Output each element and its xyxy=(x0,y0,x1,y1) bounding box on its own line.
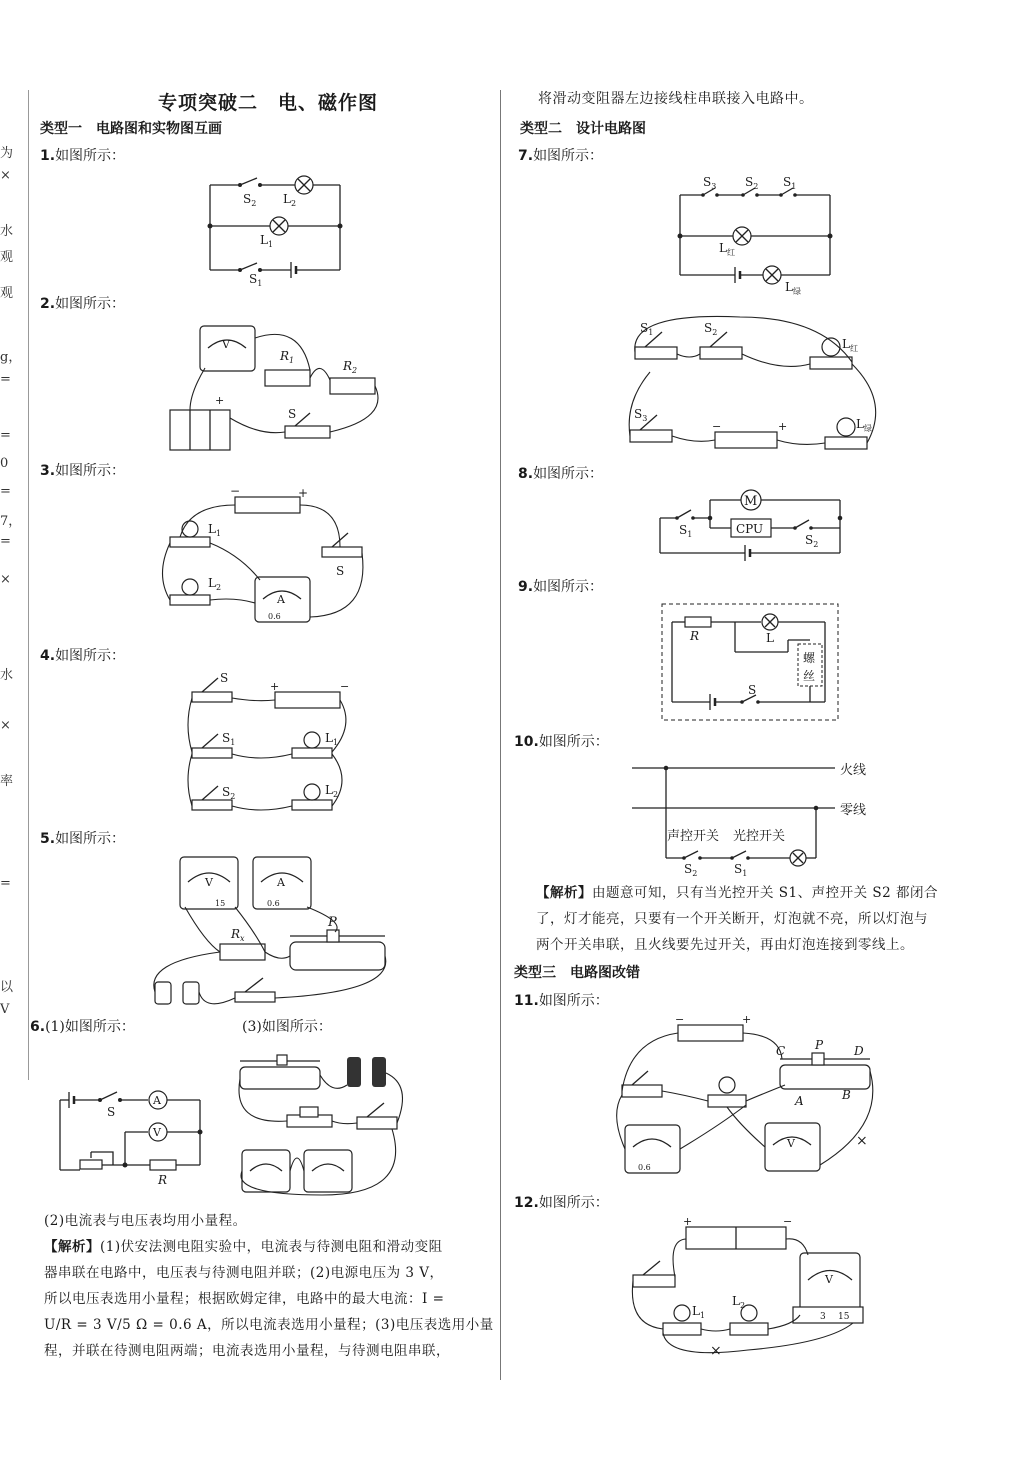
label-neutral: 零线 xyxy=(840,803,867,818)
battery-cells xyxy=(155,982,199,1004)
voltmeter xyxy=(200,326,255,371)
question-1 xyxy=(40,145,125,165)
question-number: 1. xyxy=(40,148,56,164)
svg-text:L绿: $L_绿$ xyxy=(856,417,872,433)
lamp-l1-holder xyxy=(170,521,221,547)
label-s: S xyxy=(107,1105,116,1119)
svg-text:+: + xyxy=(298,486,309,500)
analysis-tag: 【解析】 xyxy=(536,885,592,901)
svg-text:L1: $L_1$ xyxy=(325,731,339,747)
lamp-green xyxy=(763,266,781,284)
svg-text:D: D xyxy=(854,1044,864,1058)
switch-s1 xyxy=(635,321,677,359)
lamp-holder xyxy=(708,1077,746,1107)
continuation-text: 将滑动变阻器左边接线柱串联接入电路中。 xyxy=(538,91,814,107)
svg-text:V: V xyxy=(205,876,213,889)
switch xyxy=(633,1261,675,1287)
svg-text:R1: $R_1$ xyxy=(280,349,295,365)
resistor-r2 xyxy=(330,359,375,394)
lamp-red-holder xyxy=(810,337,858,369)
lamp-l2 xyxy=(295,176,313,194)
q10-analysis: 【解析】由题意可知，只有当光控开关 S1、声控开关 S2 都闭合 了，灯才能亮，只要有一个开关断开，灯泡就不亮，所以灯泡与 两个开关串联，且火线要先过开关，再由灯泡连接到零线上。 xyxy=(536,885,939,953)
svg-text:+: + xyxy=(742,1013,752,1026)
lamp-l1-holder xyxy=(663,1304,705,1335)
svg-text:M: M xyxy=(744,494,758,509)
page-title: 专项突破二 电、磁作图 xyxy=(158,92,379,114)
label-s2: $S_2$ xyxy=(745,175,759,191)
question-text: 如图所示： xyxy=(55,831,126,847)
q2-wiring-sketch xyxy=(160,318,390,458)
svg-text:S: S xyxy=(336,564,345,578)
svg-text:15: 15 xyxy=(215,899,226,908)
svg-text:S3: $S_3$ xyxy=(634,407,648,423)
svg-text:V: V xyxy=(787,1137,795,1150)
question-number: 11. xyxy=(514,993,539,1009)
lamp-l2-holder xyxy=(170,576,221,605)
switch xyxy=(357,1103,397,1129)
label-r: R xyxy=(158,1173,168,1187)
svg-text:15: 15 xyxy=(838,1312,850,1322)
resistor-rx xyxy=(220,927,265,960)
svg-text:L红: $L_红$ xyxy=(842,337,858,353)
label-s1: $S_1$ xyxy=(249,272,263,288)
label-s1: $S_1$ xyxy=(679,523,693,539)
lamp xyxy=(790,850,806,866)
question-6-part3: (3)如图所示： xyxy=(242,1019,332,1035)
section-heading-type3: 类型三 电路图改错 xyxy=(514,965,640,981)
analysis-tag: 【解析】 xyxy=(44,1239,100,1255)
label-l2: $L_2$ xyxy=(283,192,297,208)
question-number: 12. xyxy=(514,1195,539,1211)
resistor-holder xyxy=(287,1107,332,1127)
svg-text:R: R xyxy=(690,629,700,643)
question-text: 如图所示： xyxy=(55,296,126,312)
battery-pack xyxy=(170,394,230,450)
label-light-switch: 光控开关 xyxy=(733,829,786,844)
svg-text:S: S xyxy=(748,683,757,697)
question-number: 6. xyxy=(30,1019,46,1035)
svg-text:0.6: 0.6 xyxy=(638,1163,651,1172)
svg-text:L2: $L_2$ xyxy=(732,1294,746,1310)
resistor-r1 xyxy=(265,349,310,386)
ammeter-symbol xyxy=(149,1091,167,1109)
question-9 xyxy=(518,576,603,596)
ammeter xyxy=(255,577,310,622)
battery-holder xyxy=(230,484,308,513)
question-text: 如图所示： xyxy=(533,148,604,164)
svg-text:S1: $S_1$ xyxy=(222,731,236,747)
battery-holder xyxy=(270,680,349,708)
q6-circuit-diagram xyxy=(55,1080,215,1185)
svg-text:0.6: 0.6 xyxy=(267,899,280,908)
q6-analysis: 【解析】(1)伏安法测电阻实验中，电流表与待测电阻和滑动变阻 器串联在电路中，电压表与待测电阻并联；(2)电源电压为 3 V， 所以电压表选用小量程；根据欧姆定律，电路中的最大电流：I = U/R = 3 V/5 Ω = 0.6 A，所以电流表选用小量程；(3)电压表选用小量 程，并联在待测电阻两端；电流表选用小量程，与待测电阻串联， xyxy=(44,1239,494,1359)
battery-holder xyxy=(675,1013,751,1041)
question-6 xyxy=(30,1016,135,1036)
svg-text:−: − xyxy=(712,420,722,433)
svg-text:S1: $S_1$ xyxy=(640,321,654,337)
label-sound-switch: 声控开关 xyxy=(667,829,720,844)
q9-circuit-diagram xyxy=(660,602,842,724)
switch xyxy=(622,1071,662,1097)
switch-s xyxy=(322,533,362,578)
question-text: 如图所示： xyxy=(55,148,126,164)
q11-wiring-sketch xyxy=(610,1015,890,1185)
label-s2: $S_2$ xyxy=(805,533,819,549)
q1-circuit-diagram xyxy=(205,170,355,288)
lamp-l xyxy=(762,614,778,630)
svg-text:B: B xyxy=(842,1088,851,1102)
svg-text:−: − xyxy=(675,1013,685,1026)
voltmeter xyxy=(793,1253,863,1323)
label-l-green: $L_绿$ xyxy=(785,280,801,296)
svg-text:S2: $S_2$ xyxy=(704,321,718,337)
label-l-red: $L_红$ xyxy=(719,241,735,257)
rheostat xyxy=(240,1055,320,1089)
q8-circuit-diagram xyxy=(655,488,850,563)
question-text: (1)如图所示： xyxy=(45,1019,135,1035)
question-text: 如图所示： xyxy=(533,466,604,482)
switch-s xyxy=(235,978,275,1002)
switch-s3 xyxy=(630,407,672,442)
svg-text:R2: $R_2$ xyxy=(343,359,358,375)
svg-text:S: S xyxy=(220,671,229,685)
motor-symbol xyxy=(741,490,761,510)
resistor-r xyxy=(685,617,711,627)
svg-text:L2: $L_2$ xyxy=(208,576,222,592)
q7-circuit-diagram xyxy=(675,170,850,295)
lamp-l2-holder xyxy=(730,1294,768,1335)
q6-wiring-sketch xyxy=(232,1045,422,1200)
voltmeter-symbol xyxy=(149,1123,167,1141)
q10-circuit-diagram xyxy=(630,758,875,878)
svg-text:+: + xyxy=(270,680,280,693)
svg-text:L: L xyxy=(766,631,774,645)
question-5 xyxy=(40,828,125,848)
svg-text:S2: $S_2$ xyxy=(684,862,698,878)
q5-wiring-sketch xyxy=(145,852,395,1012)
question-number: 5. xyxy=(40,831,56,847)
label-s1: $S_1$ xyxy=(783,175,797,191)
svg-text:+: + xyxy=(215,394,225,407)
question-number: 2. xyxy=(40,296,56,312)
question-text: 如图所示： xyxy=(533,579,604,595)
label-l1: $L_1$ xyxy=(260,233,274,249)
ammeter xyxy=(253,857,311,909)
lamp-green-holder xyxy=(825,417,872,449)
fuse-box xyxy=(798,644,822,686)
svg-text:−: − xyxy=(230,484,241,498)
rheostat xyxy=(290,915,385,970)
question-number: 8. xyxy=(518,466,534,482)
margin-rule xyxy=(28,90,29,1080)
svg-text:−: − xyxy=(783,1215,793,1228)
question-3 xyxy=(40,460,125,480)
error-cross-mark: × xyxy=(856,1133,868,1149)
switch-s2 xyxy=(192,785,235,810)
svg-text:A: A xyxy=(795,1094,804,1108)
lamp-red xyxy=(733,227,751,245)
switch-s xyxy=(192,671,232,702)
ammeter xyxy=(625,1125,680,1173)
question-number: 3. xyxy=(40,463,56,479)
section-heading-type1: 类型一 电路图和实物图互画 xyxy=(40,121,222,137)
svg-text:P: P xyxy=(328,915,337,930)
question-11 xyxy=(514,990,609,1010)
q6-part2: (2)电流表与电压表均用小量程。 xyxy=(44,1213,247,1229)
svg-text:A: A xyxy=(153,1094,161,1107)
svg-text:Rx: $R_x$ xyxy=(231,927,245,943)
ammeter xyxy=(304,1150,352,1192)
svg-text:L2: $L_2$ xyxy=(325,783,339,799)
question-text: 如图所示： xyxy=(538,734,609,750)
svg-text:0.6: 0.6 xyxy=(268,612,281,621)
lamp-l1-holder xyxy=(292,731,338,758)
question-number: 7. xyxy=(518,148,534,164)
label-live: 火线 xyxy=(840,763,867,778)
q4-wiring-sketch xyxy=(180,670,360,820)
voltmeter xyxy=(180,857,238,909)
question-2 xyxy=(40,293,125,313)
q7-wiring-sketch xyxy=(620,302,890,462)
rheostat-symbol xyxy=(80,1160,102,1169)
svg-text:螺: 螺 xyxy=(803,651,816,665)
question-number: 9. xyxy=(518,579,534,595)
switch-s2 xyxy=(700,321,742,359)
resistor-r xyxy=(150,1160,176,1170)
svg-text:S2: $S_2$ xyxy=(222,785,236,801)
question-7 xyxy=(518,145,603,165)
svg-text:L1: $L_1$ xyxy=(692,1304,706,1320)
battery-holder xyxy=(712,420,787,448)
svg-text:P: P xyxy=(815,1038,824,1052)
svg-text:V: V xyxy=(825,1273,833,1286)
svg-text:+: + xyxy=(778,420,788,433)
svg-text:V: V xyxy=(153,1126,161,1139)
lamp-l1 xyxy=(270,217,288,235)
switch-s2-blade xyxy=(240,178,257,185)
switch-s xyxy=(285,407,330,438)
svg-text:+: + xyxy=(683,1215,693,1228)
voltmeter xyxy=(765,1123,820,1171)
question-text: 如图所示： xyxy=(538,1195,609,1211)
svg-text:A: A xyxy=(277,876,285,889)
question-text: 如图所示： xyxy=(55,648,126,664)
question-10 xyxy=(514,731,609,751)
rheostat xyxy=(776,1038,870,1108)
question-12 xyxy=(514,1192,609,1212)
q12-wiring-sketch xyxy=(628,1215,873,1360)
svg-text:A: A xyxy=(277,593,285,606)
q3-wiring-sketch xyxy=(150,485,380,635)
question-number: 10. xyxy=(514,734,539,750)
column-divider xyxy=(500,90,501,1380)
error-cross-mark: × xyxy=(710,1343,722,1359)
lamp-l2-holder xyxy=(292,783,338,810)
svg-text:V: V xyxy=(222,338,230,351)
svg-text:C: C xyxy=(776,1044,786,1058)
question-text: 如图所示： xyxy=(538,993,609,1009)
cpu-box xyxy=(731,519,771,537)
question-4 xyxy=(40,645,125,665)
label-s3: $S_3$ xyxy=(703,175,717,191)
svg-text:CPU: CPU xyxy=(736,522,764,536)
svg-text:L1: $L_1$ xyxy=(208,522,222,538)
svg-text:3: 3 xyxy=(820,1312,826,1322)
switch-s-blade xyxy=(100,1092,117,1100)
svg-text:S1: $S_1$ xyxy=(734,862,748,878)
question-8 xyxy=(518,463,603,483)
svg-text:丝: 丝 xyxy=(803,669,816,683)
battery-cells xyxy=(347,1057,386,1087)
switch-s1 xyxy=(192,731,235,758)
section-heading-type2: 类型二 设计电路图 xyxy=(520,121,646,137)
svg-text:−: − xyxy=(340,680,350,693)
question-text: 如图所示： xyxy=(55,463,126,479)
battery-holder xyxy=(683,1215,792,1249)
question-number: 4. xyxy=(40,648,56,664)
label-s2: $S_2$ xyxy=(243,192,257,208)
svg-text:S: S xyxy=(288,407,297,421)
